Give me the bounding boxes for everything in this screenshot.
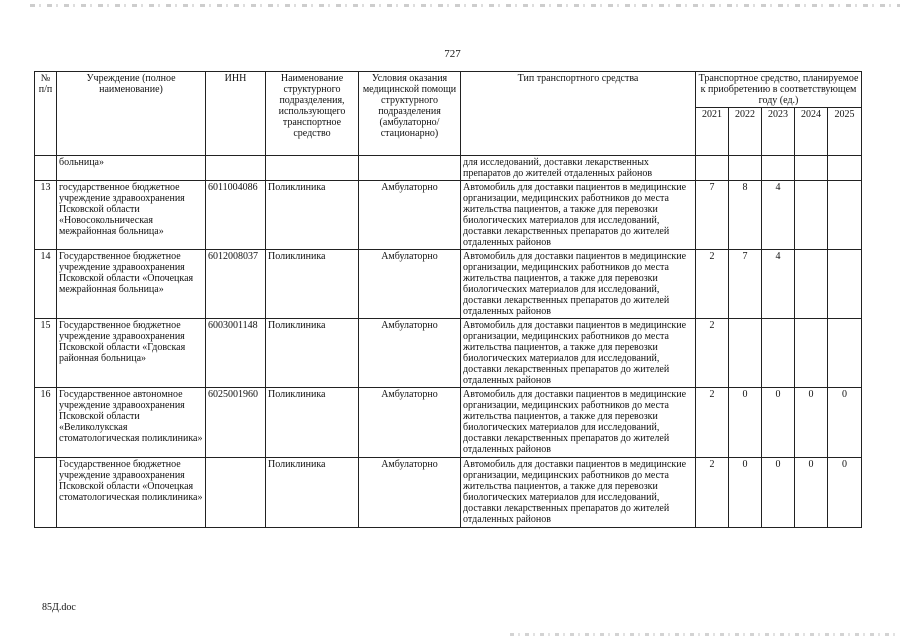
scan-artifact-top [30,4,900,7]
header-institution: Учреждение (полное наименование) [57,72,206,156]
header-planned: Транспортное средство, планируемое к приобретению в соответствующем году (ед.) [696,72,862,108]
year-value-cell: 0 [828,388,862,458]
table-row-continuation [35,156,862,181]
year-value-cell [795,319,828,388]
transport-type-cell: Автомобиль для доставки пациентов в медицинские организации, медицинских работников до места жительства пациентов, а также для перевозки биологических материалов для исследований, доставки лекарственных препаратов до жителей отдаленных районов [461,250,696,319]
inn-cell: 6011004086 [206,181,266,250]
table-row [35,181,862,250]
year-value-cell: 7 [729,250,762,319]
institution-cell: Государственное бюджетное учреждение здравоохранения Псковской области «Опочецкая межрайонная больница» [57,250,206,319]
row-num-cell: 13 [35,181,57,250]
transport-type-cell: Автомобиль для доставки пациентов в медицинские организации, медицинских работников до места жительства пациентов, а также для перевозки биологических материалов для исследований, доставки лекарственных препаратов до жителей отдаленных районов [461,458,696,528]
year-value-cell: 0 [729,388,762,458]
header-year: 2021 [696,108,729,156]
year-value-cell: 0 [795,388,828,458]
year-value-cell: 2 [696,250,729,319]
transport-type-cell: Автомобиль для доставки пациентов в медицинские организации, медицинских работников до места жительства пациентов, а также для перевозки биологических материалов для исследований, доставки лекарственных препаратов до жителей отдаленных районов [461,388,696,458]
header-year: 2025 [828,108,862,156]
division-cell: Поликлиника [266,458,359,528]
row-num-cell: 15 [35,319,57,388]
year-value-cell: 0 [762,458,795,528]
year-value-cell: 2 [696,458,729,528]
conditions-cell: Амбулаторно [359,319,461,388]
header-row [35,72,862,108]
year-value-cell: 4 [762,250,795,319]
transport-type-cell: Автомобиль для доставки пациентов в медицинские организации, медицинских работников до места жительства пациентов, а также для перевозки биологических материалов для исследований, доставки лекарственных препаратов до жителей отдаленных районов [461,319,696,388]
transport-table [34,71,862,528]
transport-type-cell: для исследований, доставки лекарственных препаратов до жителей отдаленных районов [461,156,696,181]
header-inn: ИНН [206,72,266,156]
inn-cell: 6003001148 [206,319,266,388]
year-value-cell [729,319,762,388]
table-row [35,458,862,528]
institution-cell: больница» [57,156,206,181]
year-value-cell [795,250,828,319]
year-value-cell: 8 [729,181,762,250]
year-value-cell: 4 [762,181,795,250]
institution-cell: государственное бюджетное учреждение здравоохранения Псковской области «Новосокольническая межрайонная больница» [57,181,206,250]
institution-cell: Государственное бюджетное учреждение здравоохранения Псковской области «Опочецкая стоматологическая поликлиника» [57,458,206,528]
row-num-cell: 14 [35,250,57,319]
year-value-cell [828,250,862,319]
division-cell: Поликлиника [266,388,359,458]
institution-cell: Государственное бюджетное учреждение здравоохранения Псковской области «Гдовская районная больница» [57,319,206,388]
year-value-cell: 0 [729,458,762,528]
year-value-cell [828,319,862,388]
conditions-cell: Амбулаторно [359,250,461,319]
table-row [35,319,862,388]
transport-type-cell: Автомобиль для доставки пациентов в медицинские организации, медицинских работников до места жительства пациентов, а также для перевозки биологических материалов для исследований, доставки лекарственных препаратов до жителей отдаленных районов [461,181,696,250]
row-num-cell: 16 [35,388,57,458]
row-num-cell [35,458,57,528]
footer-filename: 85Д.doc [42,602,76,613]
page-number: 727 [444,48,461,60]
header-num: № п/п [35,72,57,156]
header-division: Наименование структурного подразделения, использующего транспортное средство [266,72,359,156]
header-year: 2022 [729,108,762,156]
conditions-cell: Амбулаторно [359,181,461,250]
table-row [35,388,862,458]
inn-cell [206,458,266,528]
division-cell: Поликлиника [266,319,359,388]
conditions-cell: Амбулаторно [359,388,461,458]
year-value-cell: 2 [696,319,729,388]
division-cell: Поликлиника [266,250,359,319]
header-year: 2024 [795,108,828,156]
institution-cell: Государственное автономное учреждение здравоохранения Псковской области «Великолукская стоматологическая поликлиника» [57,388,206,458]
conditions-cell: Амбулаторно [359,458,461,528]
year-value-cell [795,181,828,250]
header-conditions: Условия оказания медицинской помощи структурного подразделения (амбулаторно/ стационарно) [359,72,461,156]
division-cell: Поликлиника [266,181,359,250]
inn-cell: 6012008037 [206,250,266,319]
year-value-cell: 0 [828,458,862,528]
year-value-cell [828,181,862,250]
year-value-cell: 0 [762,388,795,458]
year-value-cell: 7 [696,181,729,250]
header-year: 2023 [762,108,795,156]
scan-artifact-bottom [510,633,900,636]
year-value-cell: 0 [795,458,828,528]
year-value-cell: 2 [696,388,729,458]
header-transport-type: Тип транспортного средства [461,72,696,156]
table-row [35,250,862,319]
inn-cell: 6025001960 [206,388,266,458]
year-value-cell [762,319,795,388]
